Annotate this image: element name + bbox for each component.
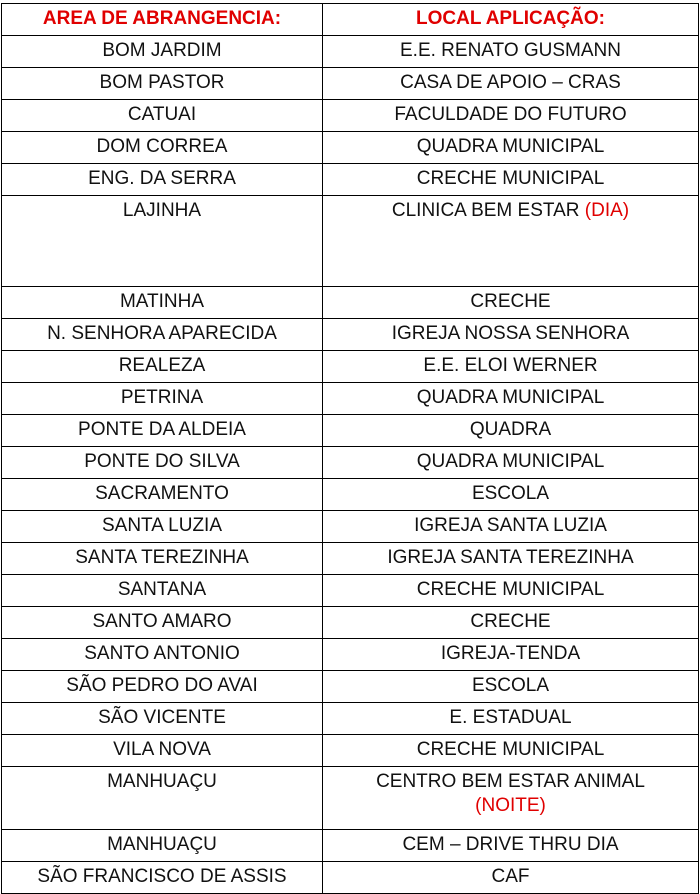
table-row [2, 132, 699, 164]
area-cell: SÃO FRANCISCO DE ASSIS [2, 862, 323, 894]
table-row [2, 607, 699, 639]
local-cell: E.E. ELOI WERNER [323, 351, 699, 383]
area-cell: SANTA TEREZINHA [2, 543, 323, 575]
table-row [2, 68, 699, 100]
table-row [2, 575, 699, 607]
area-cell: SANTO AMARO [2, 607, 323, 639]
area-cell: SANTANA [2, 575, 323, 607]
local-text: CLINICA BEM ESTAR [391, 200, 580, 221]
local-cell: ESCOLA [323, 479, 699, 511]
local-cell: QUADRA [323, 415, 699, 447]
local-cell: CRECHE [323, 287, 699, 319]
local-cell: IGREJA-TENDA [323, 639, 699, 671]
local-cell [323, 767, 699, 830]
local-cell: ESCOLA [323, 671, 699, 703]
table-row [2, 351, 699, 383]
area-cell: DOM CORREA [2, 132, 323, 164]
area-cell: PONTE DA ALDEIA [2, 415, 323, 447]
local-cell: QUADRA MUNICIPAL [323, 383, 699, 415]
table-row [2, 735, 699, 767]
local-cell: CEM – DRIVE THRU DIA [323, 830, 699, 862]
local-cell: CRECHE MUNICIPAL [323, 575, 699, 607]
local-text: CENTRO BEM ESTAR ANIMAL [376, 771, 645, 792]
table-row [2, 830, 699, 862]
area-cell: BOM JARDIM [2, 36, 323, 68]
area-cell: PONTE DO SILVA [2, 447, 323, 479]
area-cell: ENG. DA SERRA [2, 164, 323, 196]
local-cell: IGREJA SANTA TEREZINHA [323, 543, 699, 575]
area-cell: BOM PASTOR [2, 68, 323, 100]
area-cell: SÃO VICENTE [2, 703, 323, 735]
header-row [2, 4, 699, 36]
area-cell: MANHUAÇU [2, 767, 323, 830]
local-cell: CRECHE MUNICIPAL [323, 735, 699, 767]
table-row [2, 862, 699, 894]
area-cell: LAJINHA [2, 196, 323, 287]
table-row [2, 479, 699, 511]
area-cell: SANTO ANTONIO [2, 639, 323, 671]
local-cell: QUADRA MUNICIPAL [323, 447, 699, 479]
local-cell: QUADRA MUNICIPAL [323, 132, 699, 164]
table-row [2, 543, 699, 575]
area-cell: N. SENHORA APARECIDA [2, 319, 323, 351]
area-cell: MATINHA [2, 287, 323, 319]
local-cell: IGREJA NOSSA SENHORA [323, 319, 699, 351]
area-cell: SÃO PEDRO DO AVAI [2, 671, 323, 703]
table-row [2, 287, 699, 319]
area-cell: SANTA LUZIA [2, 511, 323, 543]
local-column-header: LOCAL APLICAÇÃO: [323, 4, 699, 36]
local-cell: CRECHE MUNICIPAL [323, 164, 699, 196]
table-row [2, 36, 699, 68]
table-row [2, 319, 699, 351]
area-cell: CATUAI [2, 100, 323, 132]
local-cell: IGREJA SANTA LUZIA [323, 511, 699, 543]
local-cell: CRECHE [323, 607, 699, 639]
table-row [2, 511, 699, 543]
local-cell: CASA DE APOIO – CRAS [323, 68, 699, 100]
area-cell: SACRAMENTO [2, 479, 323, 511]
table-row [2, 767, 699, 830]
locations-table [1, 3, 699, 894]
table-row [2, 196, 699, 287]
area-cell: REALEZA [2, 351, 323, 383]
table-row [2, 164, 699, 196]
table-row [2, 447, 699, 479]
area-cell: MANHUAÇU [2, 830, 323, 862]
local-cell: E. ESTADUAL [323, 703, 699, 735]
local-cell [323, 196, 699, 287]
table-row [2, 703, 699, 735]
area-column-header: AREA DE ABRANGENCIA: [2, 4, 323, 36]
table-row [2, 639, 699, 671]
area-cell: PETRINA [2, 383, 323, 415]
local-cell: CAF [323, 862, 699, 894]
table-row [2, 415, 699, 447]
local-cell: E.E. RENATO GUSMANN [323, 36, 699, 68]
table-row [2, 383, 699, 415]
local-cell: FACULDADE DO FUTURO [323, 100, 699, 132]
time-note: (NOITE) [475, 795, 546, 816]
area-cell: VILA NOVA [2, 735, 323, 767]
table-row [2, 671, 699, 703]
table-row [2, 100, 699, 132]
time-note: (DIA) [584, 200, 630, 221]
